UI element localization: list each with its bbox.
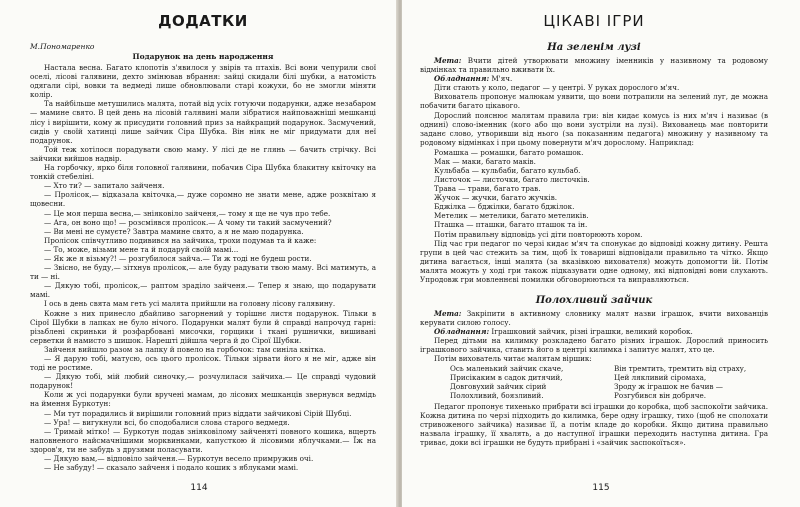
- story-paragraph: — Ага, он воно що! — розсміявся пролісок.— А чому ти такий засмучений?: [44, 217, 332, 227]
- game1-paragraphs: [420, 83, 768, 147]
- game1-paragraph: Дорослий пояснює малятам правила гри: він кидає комусь із них м'яч і називає (в однині) слово-іменник (кого або що вони зустріли на лузі). Вихованець має повторити заданє слово, утворивши від нього (за показанням педагога) множину у називному та родовому відмінках і при цьому повернути м'яч дорослому. Наприклад:: [420, 110, 768, 147]
- story-paragraph: — Тримай мітко! — Буркотун подав зніяковілому зайченяті повного кошика, вщерть наповненого найсмачнішими морквинками, капусткою й лісовими яблучками.— Їж на здоров'я, ти не забудь з друзями поласувати.: [30, 426, 376, 454]
- game1-closing: [420, 230, 768, 285]
- game1-example: Кульбаба — кульбаби, багато кульбаб.: [434, 165, 581, 175]
- poem-line: Він тремтить, тремтить від страху,: [614, 364, 747, 374]
- story-author: М.Пономаренко: [30, 42, 95, 51]
- game1-goal-label: Мета:: [434, 56, 462, 65]
- game1-example: Листочок — листочки, багато листочків.: [434, 174, 590, 184]
- page-number-right: 115: [592, 483, 610, 493]
- game2-equipment: [420, 327, 768, 336]
- poem-line: Цей лякливий сіромаха,: [614, 373, 707, 383]
- right-section-title: ЦІКАВІ ІГРИ: [543, 12, 645, 30]
- game2-goal-text: Закріпити в активному словнику малят назви іграшок, вчити вихованців керувати силою голосу.: [420, 308, 768, 327]
- game1-example: Метелик — метелики, багато метеликів.: [434, 210, 589, 220]
- game1-example: Мак — маки, багато маків.: [434, 156, 536, 166]
- left-section-title: ДОДАТКИ: [158, 12, 248, 30]
- story-paragraph: Зайченя вийшло разом за лапку й повело на горбочок: там синіла квітка.: [44, 344, 326, 354]
- poem-line: Ось маленький зайчик скаче,: [450, 364, 564, 374]
- game1-equipment: [420, 74, 768, 83]
- game1-closing-paragraph: Потім правильну відповідь усі діти повторюють хором.: [434, 229, 643, 239]
- poem-line: Зроду ж іграшок не бачив —: [614, 382, 723, 392]
- game2-closing: [420, 402, 768, 447]
- story-paragraph: — Звісно, не буду,— зітхнув пролісок,— але буду радувати твою маму. Всі матимуть, а ти — ні.: [30, 263, 376, 282]
- game1-example: Жучок — жучки, багато жучків.: [434, 192, 558, 202]
- story-paragraph: Той теж хотілося порадувати свою маму. У лісі де не глянь — бачить стрічку. Всі зайчики вийшов надвір.: [30, 144, 376, 163]
- game2-closing-paragraph: Педагог пропонує тихенько прибрати всі іграшки до коробка, щоб заспокоїти зайчика. Кожна дитина по черзі підходить до килимка, бере одну іграшку, тихо (щоб не сполохати стривоженого зайчика) називає її, а потім кладе до коробки. Якщо дитина правильно назвала іграшку, її хвалять, а до наступної іграшки переходить наступна дитина. Гра триває, доки всі іграшки не будуть прибрані і «зайчик заспокоїться».: [420, 402, 768, 448]
- game1-paragraph: Діти стають у коло, педагог — у центрі. У руках дорослого м'яч.: [434, 83, 680, 93]
- game1-paragraph: Вихователь пропонує малюкам уявити, що вони потрапили на зелений луг, де можна побачити багато цікавого.: [420, 92, 768, 111]
- story-paragraph: Та найбільше метушились малята, потай від усіх готуючи подарунки, адже незабаром — мамине свято. В цей день на лісовій галявині мали зібратися найповажніші мешканці лісу і вирішити, кому ж присудити головний приз за найкращий подарунок. Засмучений, сидів у своїй хатинці лише зайчик Сіра Шубка. Він ніяк не міг придумати для неї подарунок.: [30, 99, 376, 145]
- story-paragraph: — Ми тут порадились й вирішили головний приз віддати зайчикові Сірій Шубці.: [44, 408, 352, 418]
- story-paragraph: Кожне з них принесло дбайливо загорнений у торішнє листя подарунок. Тільки в Сірої Шубки в лапках не було нічого. Подарунки малят були й справді напрочуд гарні: різьблені скриньки й розфарбовані мисочки, горщики і ткані рушнички, вишивані серветки й намисто з шишок. Нарешті дійшла черга й до Сірої Шубки.: [30, 308, 376, 345]
- poem-line: Розгубився він добряче.: [614, 391, 707, 401]
- page-number-left: 114: [190, 483, 208, 493]
- story-paragraph: — Дякую тобі, мій любий синочку,— розчулилася зайчиха.— Це справді чудовий подарунок!: [30, 372, 376, 391]
- game1-equipment-text: М'яч.: [491, 74, 513, 84]
- story-title: Подарунок на день народження: [132, 52, 274, 61]
- game1-goal: [420, 56, 768, 74]
- story-paragraph: — Ура! — вигукнули всі, бо сподобалися слова старого ведмедя.: [44, 417, 290, 427]
- game1-example: Бджілка — бджілки, багато бджілок.: [434, 201, 575, 211]
- story-paragraph: — То, може, візьми мене та й подаруй своїй мамі...: [44, 244, 239, 254]
- game1-examples: [434, 148, 768, 229]
- story-paragraph: — Я дарую тобі, матусю, ось цього пролісок. Тільки зірвати його я не міг, адже він тоді не ростиме.: [30, 354, 376, 373]
- poem-line: Присікаким в садок дитячий,: [450, 373, 563, 383]
- game1-example: Трава — трави, багато трав.: [434, 183, 541, 193]
- left-page: [0, 0, 398, 507]
- game2-equipment-label: Обладнання:: [434, 326, 490, 336]
- game2-goal: [420, 309, 768, 327]
- poem-line: Полохливий, боязливий.: [450, 391, 544, 401]
- game1-closing-paragraph: Під час гри педагог по черзі кидає м'яч та спонукає до відповіді кожну дитину. Решта групи в цей час стежить за тим, щоб їх товариші відповідали правильно та чітко. Якщо дитина вагається, інші малята (за вказівкою вихователя) можуть допомогти їй. Потім малята можуть у ході гри також підказувати одне одному, які відповідні вони слухають. Упродовж гри мовленнєві помилки обговорюються та виправляються.: [420, 239, 768, 285]
- story-paragraph: — Дякую вам,— відповіло зайченя.— Буркотун весело примружив очі.: [44, 454, 314, 464]
- story-text: [30, 63, 376, 472]
- story-paragraph: — Не забуду! — сказало зайченя і подало кошик з яблуками мамі.: [44, 463, 299, 473]
- story-paragraph: Коли ж усі подарунки були вручені мамам, до лісових мешканців звернувся ведмідь на ймення Буркотун:: [30, 390, 376, 409]
- story-paragraph: Настала весна. Багато клопотів з'явилося у звірів та птахів. Всі вони чепурили свої оселі, лісові галявини, дехто змінював вбрання: зайці скидали білі шубки, а натомість одягали сірі, вовки та ведмеді лише обновлювали старі кожухи, бо не змогли міняти колір.: [30, 63, 376, 100]
- game1-example: Пташка — пташки, багато пташок та ін.: [434, 219, 588, 229]
- game1-goal-text: Вчити дітей утворювати множину іменників у називному та родовому відмінках та правильно вживати їх.: [420, 56, 768, 75]
- game2-poem: [450, 364, 768, 400]
- story-paragraph: І ось в день свята мам геть усі малята прийшли на головну лісову галявину.: [44, 299, 336, 309]
- story-paragraph: — Як же я візьму?! — розгубилося зайча.— Ти ж тоді не будеш рости.: [44, 253, 312, 263]
- story-paragraph: — Хто ти? — запитало зайченя.: [44, 181, 165, 191]
- game1-equipment-label: Обладнання:: [434, 74, 490, 84]
- game2-paragraphs: [420, 336, 768, 363]
- game2-goal-label: Мета:: [434, 308, 462, 318]
- story-paragraph: — Це моя перша весна,— зніяковіло зайченя,— тому я ще не чув про тебе.: [44, 208, 331, 218]
- story-paragraph: — Дякую тобі, пролісок,— раптом зраділо зайченя.— Тепер я знаю, що подарувати мамі.: [30, 281, 376, 300]
- story-paragraph: — Пролісок,— відказала квіточка,— дуже соромно не знати мене, адже розквітаю я щовесни.: [30, 190, 376, 209]
- game2-paragraph: Перед дітьми на килимку розкладено багато різних іграшок. Дорослий приносить іграшкового зайчика, ставить його в центрі килимка і запитує малят, хто це.: [420, 335, 768, 354]
- game1-example: Ромашка — ромашки, багато ромашок.: [434, 147, 584, 157]
- game2-paragraph: Потім вихователь читає малятам віршик:: [434, 353, 592, 363]
- story-paragraph: На горбочку, ярко біля головної галявини, побачив Сіра Шубка блакитну квіточку на тонкій стебеліні.: [30, 163, 376, 182]
- poem-line: Довговухий зайчик сірий: [450, 382, 547, 392]
- right-page: [402, 0, 800, 507]
- game1-title: На зеленім лузі: [547, 42, 641, 53]
- story-paragraph: — Ви мені не сумуєте? Завтра мамине свято, а я не маю подарунка.: [44, 226, 304, 236]
- game2-equipment-text: Іграшковий зайчик, різні іграшки, великий коробок.: [491, 326, 693, 336]
- game2-title: Полохливий зайчик: [535, 294, 653, 306]
- story-paragraph: Пролісок співчутливо подивився на зайчика, трохи подумав та й каже:: [44, 235, 317, 245]
